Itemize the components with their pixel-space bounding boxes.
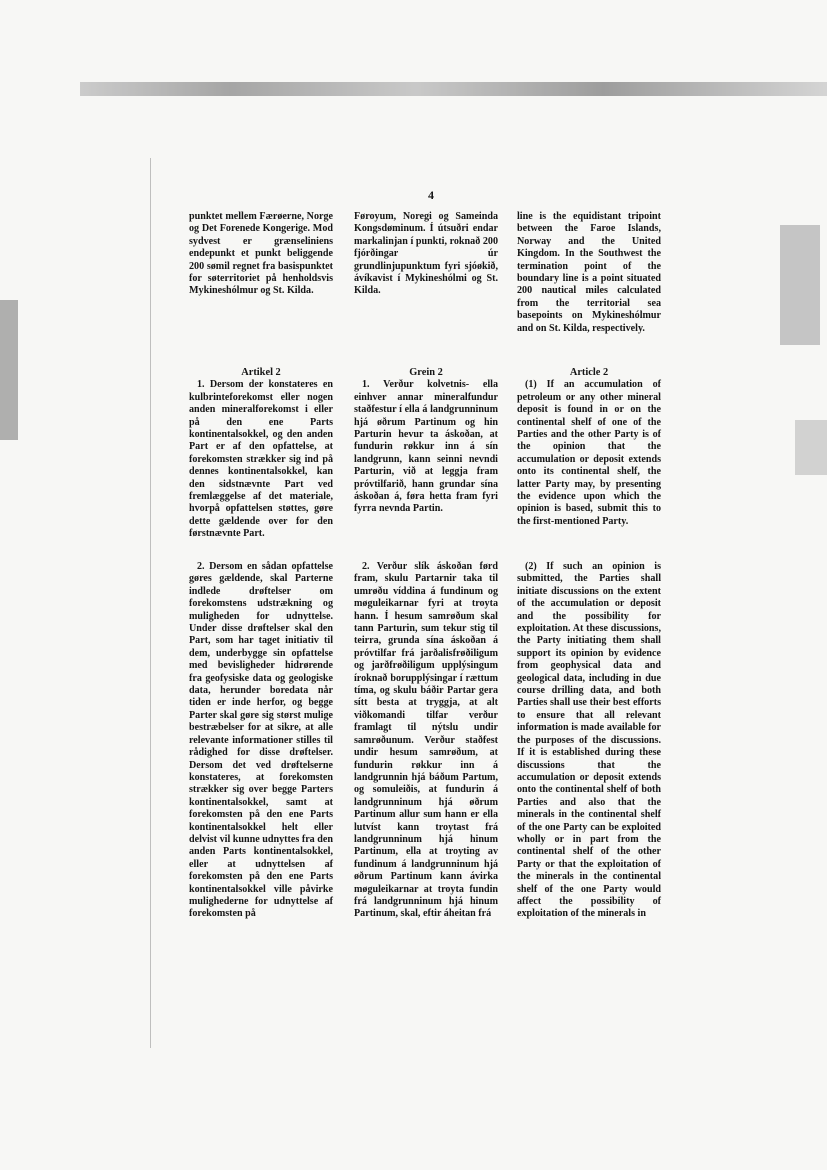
faroese-article-heading: Grein 2 (409, 367, 443, 378)
danish-paragraph-2: 2. Dersom en sådan opfattelse gøres gældende, skal Parterne indlede drøftelser om forekomstens udstrækning og muligheden for udnyttelse. Under disse drøftelser skal den Part, som har taget initiativ til dem, underbygge sin opfattelse med bevisligheder hidrørende fra geofysiske data og geologiske data, herunder boredata når tiden er inde herfor, og begge Parter skal gøre sig størst mulige bestræbelser for at sikre, at alle relevante informationer stilles til rådighed for disse drøftelser. Dersom det ved drøftelserne konstateres, at forekomsten strækker sig over begge Parters kontinentalsokkel, samt at forekomsten på den ene Parts kontinentalsokkel helt eller delvist vil kunne udnyttes fra den anden Parts kontinentalsokkel, eller at udnyttelsen af forekomsten på den ene Parts kontinentalsokkel ville påvirke mulighederne for udnyttelse af forekomsten på (189, 561, 333, 920)
faroese-intro-column (354, 211, 498, 298)
english-article-section (517, 367, 661, 528)
english-paragraph-2-block (517, 561, 661, 921)
scan-artifact-right-edge-1 (780, 225, 820, 345)
faroese-paragraph-2: 2. Verður slík áskoðan førd fram, skulu Partarnir taka til umrøðu víddina á fundinum og møguleikarnar fyri at troyta hann. Í hesum samrøðum skal tann Parturin, sum tekur stig til teirra, grunda sína áskoðan á próvtilfar frá jarðalisfrøðiligum og jarðfrøðiligum upplýsingum íroknað borupplýsingar í rættum tíma, og skulu báðir Partar gera sítt besta at tryggja, at alt viðkomandi tilfar verður framlagt til nýtslu undir samrøðunum. Verður staðfest undir hesum samrøðum, at fundurin røkkur inn á landgrunnin hjá báðum Partum, og somuleiðis, at fundurin á landgrunninum hjá øðrum Partinum allur sum hann er ella lutvíst kann troytast frá landgrunninum hjá hinum Partinum, ella at troyting av fundinum á landgrunninum hjá øðrum Partinum kann ávirka møguleikarnar at troyta fundin frá landgrunninum hjá hinum Partinum, skal, eftir áheitan frá (354, 561, 498, 920)
danish-paragraph-1: 1. Dersom der konstateres en kulbrinteforekomst eller nogen anden mineralforekomst i eller på den ene Parts kontinentalsokkel, og den anden Part er af den opfattelse, at forekomsten strækker sig ind på dennes kontinentalsokkel, kan den sidstnævnte Part ved fremlæggelse af det materiale, hvorpå opfattelsen støttes, gøre dette gældende over for den førstnævnte Part. (189, 379, 333, 540)
danish-paragraph-2-block (189, 561, 333, 921)
faroese-article-section (354, 367, 498, 516)
danish-article-section (189, 367, 333, 541)
english-paragraph-2: (2) If such an opinion is submitted, the Parties shall initiate discussions on the extent of the accumulation or deposit and the possibility for exploitation. At these discussions, the Party initiating them shall support its opinion by evidence from geophysical data and geological data, including in due course drilling data, and both Parties shall use their best efforts to ensure that all relevant information is made available for the purposes of the discussions. If it is established during these discussions that the accumulation or deposit extends onto the continental shelf of both Parties and also that the minerals in the continental shelf of the one Party can be exploited wholly or in part from the continental shelf of the other Party or that the exploitation of the minerals in the continental shelf of the one Party would affect the possibility of exploitation of the minerals in (517, 561, 661, 920)
english-intro: line is the equidistant tripoint between the Faroe Islands, Norway and the United Kingdom. In the Southwest the termination point of the boundary line is a point situated 200 nautical miles calculated from the territorial sea basepoints on Mykineshólmur and on St. Kilda, respectively. (517, 211, 661, 334)
english-article-heading: Article 2 (569, 367, 609, 378)
english-paragraph-1: (1) If an accumulation of petroleum or any other mineral deposit is found in or on the continental shelf of one of the Parties and the other Party is of the opinion that the accumulation or deposit extends onto its continental shelf, the latter Party may, by presenting the evidence upon which the opinion is based, submit this to the first-mentioned Party. (517, 379, 661, 527)
faroese-paragraph-2-block (354, 561, 498, 921)
danish-article-heading: Artikel 2 (241, 367, 281, 378)
scan-artifact-left-edge (0, 300, 18, 440)
faroese-paragraph-1: 1. Verður kolvetnis- ella einhver annar mineralfundur staðfestur í ella á landgrunninum hjá øðrum Partinum og hin Parturin hevur ta áskoðan, at fundurin røkkur inn á sín landgrunn, kann seinni nevndi Parturin, við at leggja fram próvtilfarið, hann grundar sína áskoðan á, føra hetta fram fyri fyrra nevnda Partin. (354, 379, 498, 515)
danish-intro-column (189, 211, 333, 298)
danish-intro: punktet mellem Færøerne, Norge og Det Forenede Kongerige. Mod sydvest er grænseliniens endepunkt et punkt beliggende 200 sømil regnet fra basispunktet for søterritoriet på henholdsvis Mykineshólmur og St. Kilda. (189, 211, 333, 297)
page-number: 4 (428, 188, 434, 202)
scan-artifact-right-edge-2 (795, 420, 827, 475)
faroese-intro: Føroyum, Noregi og Sameinda Kongsdøminum. Í útsuðri endar markalinjan í punkti, roknað 200 fjórðingar úr grundlinjupunktum fyri sjóøkið, ávíkavist í Mykineshólmi og St. Kilda. (354, 211, 498, 297)
scan-artifact-left-rule (150, 158, 151, 1048)
scan-artifact-top-band (80, 82, 827, 96)
english-intro-column (517, 211, 661, 335)
